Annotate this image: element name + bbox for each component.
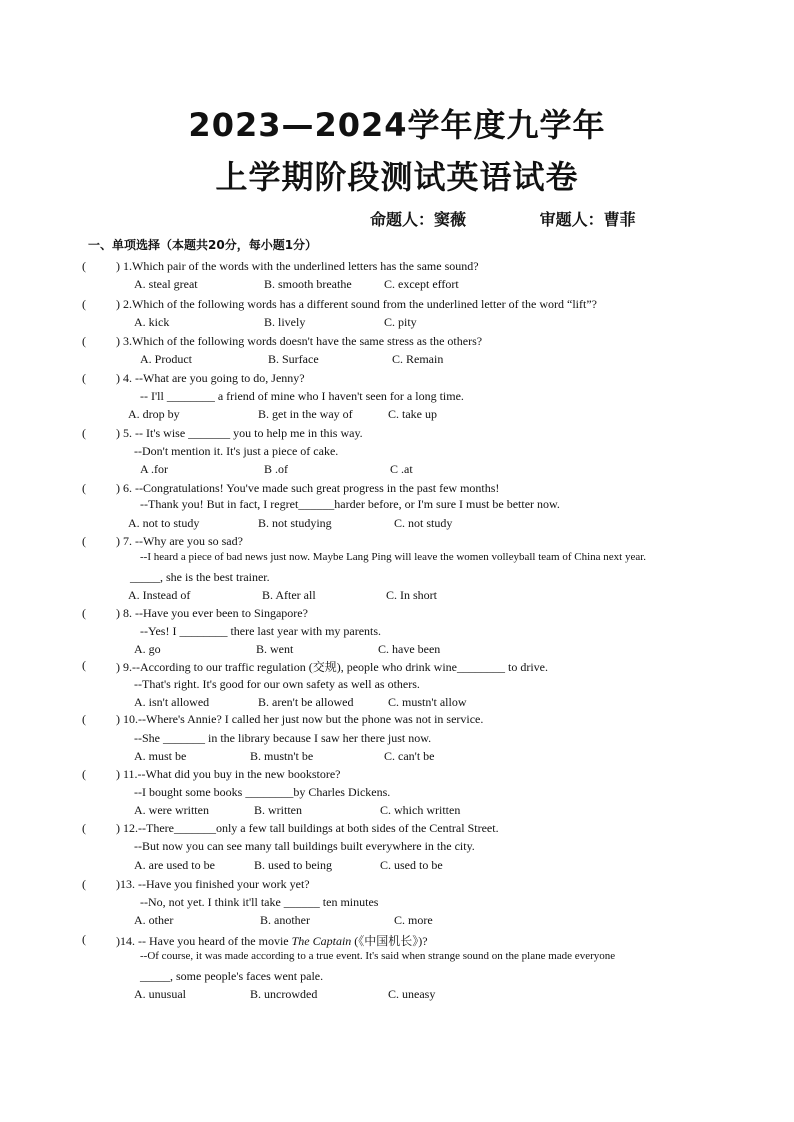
answer-blank: ( <box>82 877 86 891</box>
option-c: C. have been <box>378 642 441 656</box>
question-stem: )14. -- Have you heard of the movie The Captain (《中国机长》)? <box>116 934 428 948</box>
dialogue-line: --That's right. It's good for our own safety as well as others. <box>134 677 420 691</box>
option-a: A .for <box>140 462 168 476</box>
question-author: 命题人：窦薇 <box>370 210 467 229</box>
dialogue-line: --She _______ in the library because I saw her there just now. <box>134 731 432 745</box>
option-c: C. used to be <box>380 858 443 872</box>
dialogue-line: --But now you can see many tall buildings built everywhere in the city. <box>134 839 475 853</box>
option-c: C .at <box>390 462 413 476</box>
dialogue-line: --Of course, it was made according to a true event. It's said when strange sound on the plane made everyone <box>140 950 616 962</box>
question-stem: ) 7. --Why are you so sad? <box>116 534 243 548</box>
dialogue-line: --I heard a piece of bad news just now. Maybe Lang Ping will leave the women volleyball team of China next year. <box>140 551 647 563</box>
answer-blank: ( <box>82 821 86 835</box>
option-a: A. are used to be <box>134 858 215 872</box>
option-b: B. get in the way of <box>258 407 353 421</box>
option-a: A. were written <box>134 803 209 817</box>
option-a: A. steal great <box>134 277 198 291</box>
movie-title: The Captain <box>291 934 352 948</box>
dialogue-line: --I bought some books ________by Charles Dickens. <box>134 785 391 799</box>
option-a: A. other <box>134 913 174 927</box>
dialogue-line: -- I'll ________ a friend of mine who I haven't seen for a long time. <box>140 389 464 403</box>
option-c: C. not study <box>394 516 453 530</box>
option-b: B. not studying <box>258 516 332 530</box>
dialogue-line: _____, she is the best trainer. <box>130 570 270 584</box>
option-a: A. not to study <box>128 516 200 530</box>
option-c: C. take up <box>388 407 437 421</box>
option-c: C. pity <box>384 315 417 329</box>
option-c: C. can't be <box>384 749 435 763</box>
option-c: C. except effort <box>384 277 459 291</box>
question-stem: ) 9.--According to our traffic regulation (交规), people who drink wine________ to drive. <box>116 660 549 674</box>
answer-blank: ( <box>82 481 86 495</box>
exam-title-line2: 上学期阶段测试英语试卷 <box>215 158 579 196</box>
question-stem: ) 12.--There_______only a few tall buildings at both sides of the Central Street. <box>116 821 499 835</box>
option-a: A. must be <box>134 749 187 763</box>
option-b: B .of <box>264 462 288 476</box>
option-b: B. aren't be allowed <box>258 695 354 709</box>
option-a: A. Product <box>140 352 192 366</box>
answer-blank: ( <box>82 371 86 385</box>
answer-blank: ( <box>82 297 86 311</box>
option-b: B. mustn't be <box>250 749 314 763</box>
exam-title-line1: 2023—2024学年度九学年 <box>188 106 606 144</box>
answer-blank: ( <box>82 259 86 273</box>
option-c: C. Remain <box>392 352 444 366</box>
question-stem: ) 8. --Have you ever been to Singapore? <box>116 606 308 620</box>
option-c: C. more <box>394 913 433 927</box>
answer-blank: ( <box>82 606 86 620</box>
question-stem: ) 6. --Congratulations! You've made such great progress in the past few months! <box>116 481 500 495</box>
answer-blank: ( <box>82 932 86 946</box>
option-a: A. go <box>134 642 161 656</box>
answer-blank: ( <box>82 767 86 781</box>
option-c: C. In short <box>386 588 437 602</box>
option-b: B. uncrowded <box>250 987 318 1001</box>
option-b: B. smooth breathe <box>264 277 352 291</box>
option-c: C. mustn't allow <box>388 695 467 709</box>
answer-blank: ( <box>82 658 86 672</box>
option-a: A. Instead of <box>128 588 191 602</box>
dialogue-line: --No, not yet. I think it'll take ______ ten minutes <box>140 895 379 909</box>
answer-blank: ( <box>82 712 86 726</box>
question-stem: ) 11.--What did you buy in the new bookstore? <box>116 767 341 781</box>
option-a: A. unusual <box>134 987 186 1001</box>
dialogue-line: --Thank you! But in fact, I regret______harder before, or I'm sure I must be better now. <box>140 497 560 511</box>
question-stem: ) 4. --What are you going to do, Jenny? <box>116 371 305 385</box>
author-info <box>370 207 636 230</box>
option-c: C. which written <box>380 803 461 817</box>
option-b: B. written <box>254 803 302 817</box>
question-stem: )13. --Have you finished your work yet? <box>116 877 310 891</box>
question-reviewer: 审题人：曹菲 <box>539 210 636 229</box>
question-stem: ) 3.Which of the following words doesn't have the same stress as the others? <box>116 334 483 348</box>
option-b: B. went <box>256 642 294 656</box>
question-stem: ) 2.Which of the following words has a different sound from the underlined letter of the word “lift”? <box>116 297 597 311</box>
option-b: B. lively <box>264 315 306 329</box>
dialogue-line: --Don't mention it. It's just a piece of cake. <box>134 444 339 458</box>
question-stem: ) 5. -- It's wise _______ you to help me in this way. <box>116 426 363 440</box>
answer-blank: ( <box>82 334 86 348</box>
option-b: B. After all <box>262 588 316 602</box>
dialogue-line: --Yes! I ________ there last year with my parents. <box>140 624 382 638</box>
question-stem: ) 10.--Where's Annie? I called her just now but the phone was not in service. <box>116 712 484 726</box>
option-a: A. isn't allowed <box>134 695 210 709</box>
dialogue-line: _____, some people's faces went pale. <box>140 969 324 983</box>
option-b: B. used to being <box>254 858 332 872</box>
question-stem: ) 1.Which pair of the words with the underlined letters has the same sound? <box>116 259 479 273</box>
option-a: A. drop by <box>128 407 180 421</box>
option-a: A. kick <box>134 315 170 329</box>
option-c: C. uneasy <box>388 987 436 1001</box>
answer-blank: ( <box>82 426 86 440</box>
option-b: B. Surface <box>268 352 319 366</box>
section-heading: 一、单项选择（本题共20分，每小题1分） <box>88 238 318 252</box>
option-b: B. another <box>260 913 310 927</box>
answer-blank: ( <box>82 534 86 548</box>
